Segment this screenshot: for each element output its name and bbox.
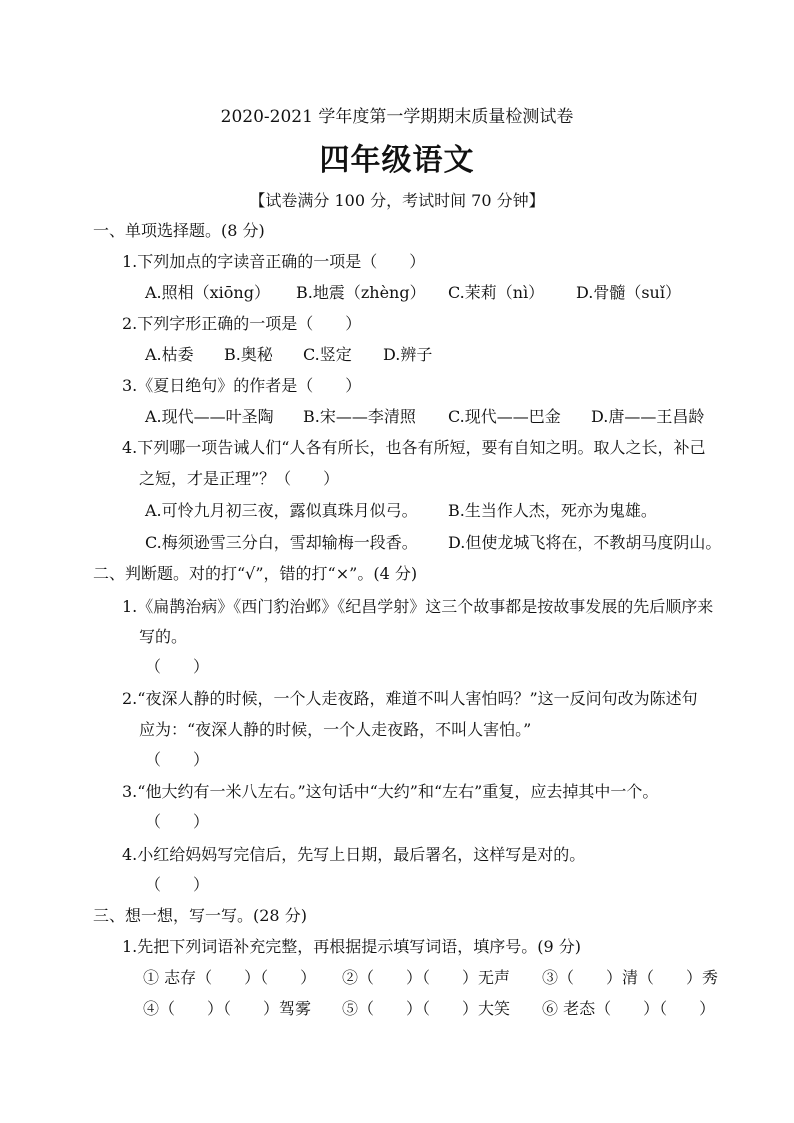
s3-word-item-6[interactable]: ⑥ 老态（ ）（ ） (542, 999, 716, 1018)
s1-q1-option-c: C.茉莉（nì） (448, 283, 545, 302)
exam-subtitle: 四年级语文 (319, 143, 475, 178)
s1-q2-stem: 2.下列字形正确的一项是（ ） (122, 314, 362, 333)
s1-q4-stem-line2: 之短，才是正理”？（ ） (139, 469, 340, 488)
s2-q2-answer-blank[interactable]: （ ） (145, 750, 210, 769)
s1-q2-option-c: C.竖定 (303, 345, 352, 364)
s1-q2-option-b: B.奥秘 (224, 345, 273, 364)
s1-q1-option-b: B.地震（zhèng） (296, 283, 426, 302)
section2-heading: 二、判断题。对的打“√”，错的打“×”。(4 分) (93, 564, 418, 583)
s1-q1-option-a: A.照相（xiōng） (145, 283, 270, 302)
s2-q3-answer-blank[interactable]: （ ） (145, 812, 210, 831)
s2-q1-answer-blank[interactable]: （ ） (145, 657, 210, 676)
s3-word-item-5[interactable]: ⑤（ ）（ ）大笑 (342, 999, 511, 1018)
s1-q1-stem: 1.下列加点的字读音正确的一项是（ ） (122, 252, 426, 271)
section3-heading: 三、想一想，写一写。(28 分) (93, 906, 307, 925)
s2-q2-line1: 2.“夜深人静的时候，一个人走夜路，难道不叫人害怕吗？”这一反问句改为陈述句 (122, 689, 698, 708)
s2-q1-line2: 写的。 (139, 627, 188, 646)
s2-q2-line2: 应为：“夜深人静的时候，一个人走夜路，不叫人害怕。” (139, 720, 532, 739)
exam-note: 【试卷满分 100 分，考试时间 70 分钟】 (249, 191, 545, 210)
s1-q3-stem: 3.《夏日绝句》的作者是（ ） (122, 376, 362, 395)
s3-word-item-3[interactable]: ③（ ）清（ ）秀 (542, 968, 719, 987)
exam-title: 2020-2021 学年度第一学期期末质量检测试卷 (220, 107, 574, 127)
s1-q4-stem-line1: 4.下列哪一项告诫人们“人各有所长，也各有所短，要有自知之明。取人之长，补己 (122, 438, 706, 457)
s2-q1-line1: 1.《扁鹊治病》《西门豹治邺》《纪昌学射》这三个故事都是按故事发展的先后顺序来 (122, 597, 714, 616)
s1-q3-option-d: D.唐——王昌龄 (591, 407, 705, 426)
s1-q4-option-d: D.但使龙城飞将在，不教胡马度阴山。 (448, 533, 722, 552)
section1-heading: 一、单项选择题。(8 分) (93, 221, 265, 240)
s1-q2-option-a: A.枯委 (145, 345, 194, 364)
s1-q2-option-d: D.辨子 (383, 345, 433, 364)
s1-q4-option-c: C.梅须逊雪三分白，雪却输梅一段香。 (145, 533, 418, 552)
s1-q4-option-a: A.可怜九月初三夜，露似真珠月似弓。 (145, 501, 418, 520)
s3-word-item-2[interactable]: ②（ ）（ ）无声 (342, 968, 511, 987)
s3-q1: 1.先把下列词语补充完整，再根据提示填写词语，填序号。(9 分) (122, 937, 582, 956)
s3-word-item-1[interactable]: ① 志存（ ）（ ） (143, 968, 317, 987)
s1-q3-option-b: B.宋——李清照 (303, 407, 416, 426)
s1-q3-option-a: A.现代——叶圣陶 (145, 407, 274, 426)
s2-q4-answer-blank[interactable]: （ ） (145, 875, 210, 894)
s1-q4-option-b: B.生当作人杰，死亦为鬼雄。 (448, 501, 657, 520)
s3-word-item-4[interactable]: ④（ ）（ ）驾雾 (143, 999, 312, 1018)
s1-q3-option-c: C.现代——巴金 (448, 407, 561, 426)
s1-q1-option-d: D.骨髓（suǐ） (576, 283, 681, 302)
s2-q4: 4.小红给妈妈写完信后，先写上日期，最后署名，这样写是对的。 (122, 845, 586, 864)
s2-q3: 3.“他大约有一米八左右。”这句话中“大约”和“左右”重复，应去掉其中一个。 (122, 782, 659, 801)
